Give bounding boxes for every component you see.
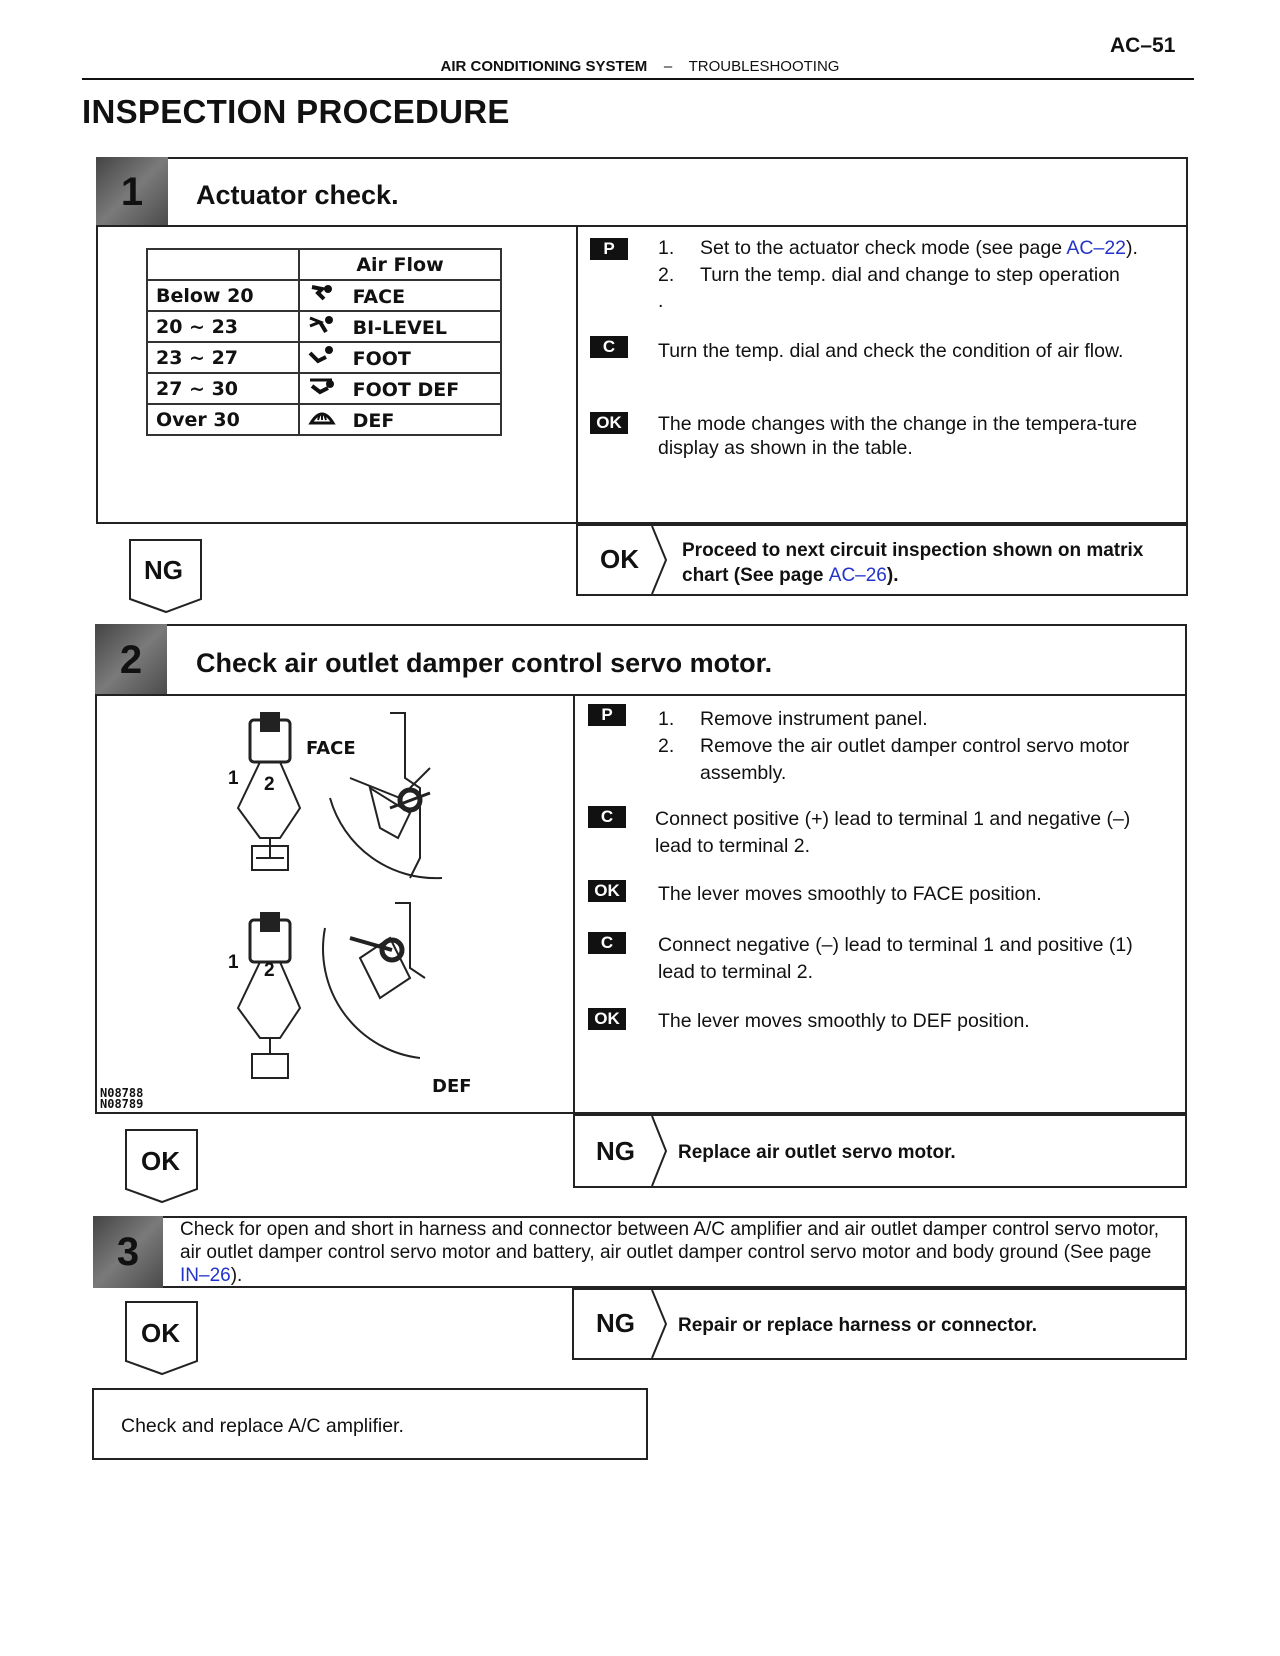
terminal-2-label: 2 [264,960,275,981]
foot-def-mode-icon [308,379,336,401]
ok-label: OK [141,1318,180,1348]
page-link[interactable]: AC–26 [828,565,887,586]
table-header-row [147,249,501,280]
table-row [147,404,501,435]
air-flow-mode: BI-LEVEL [352,317,447,339]
running-header [0,58,1280,75]
bi-level-mode-icon [308,317,336,339]
step2-title: Check air outlet damper control servo motor. [196,648,773,678]
air-flow-table [146,248,502,436]
page-title: INSPECTION PROCEDURE [82,93,510,130]
p-item-dot: . [658,290,664,312]
p-tag: P [590,238,628,260]
figure-code: N08788 [100,1086,144,1100]
terminal-1-label: 1 [228,952,239,973]
page-number: AC–51 [1110,34,1176,57]
step3-text [180,1218,1170,1287]
p-item-text: Remove the air outlet damper control servo motor assembly. [700,735,1130,784]
air-flow-mode: FACE [352,286,406,308]
ng-label: NG [596,1308,635,1338]
page-link[interactable]: AC–22 [1066,237,1127,259]
temp-range: 20 ~ 23 [147,311,299,342]
ok-text: The lever moves smoothly to DEF position. [658,1010,1030,1032]
ng-label: NG [144,555,183,585]
ng-result-text: Replace air outlet servo motor. [678,1142,956,1163]
foot-mode-icon [308,348,336,370]
final-text: Check and replace A/C amplifier. [121,1415,404,1437]
p-item-number: 1. [658,237,675,259]
table-row [147,342,501,373]
ok-label: OK [600,544,639,574]
p-item-number: 2. [658,264,675,286]
step3-number: 3 [93,1216,163,1288]
servo-motor-figure [220,708,480,1103]
p-item-text: Remove instrument panel. [700,708,928,730]
p-item-text-main: Set to the actuator check mode (see page [700,237,1067,259]
air-flow-header: Air Flow [299,249,501,280]
ok-tag: OK [588,1008,626,1030]
ok-arrow [650,526,670,599]
step3-text-main: Check for open and short in harness and connector between A/C amplifier and air outlet damper control servo motor, air outlet damper control servo motor and battery, air outlet damper control servo motor and body ground (See page [180,1219,1160,1263]
ok-text: The lever moves smoothly to FACE position. [658,883,1042,905]
c-text: Connect positive (+) lead to terminal 1 and negative (–) lead to terminal 2. [655,808,1131,857]
page-link[interactable]: IN–26 [180,1265,231,1286]
c-tag: C [588,932,626,954]
c-text: Connect negative (–) lead to terminal 1 and positive (1) lead to terminal 2. [658,934,1133,983]
p-item-number: 1. [658,708,675,730]
def-mode-icon [308,410,336,432]
header-rule [82,78,1194,80]
c-text: Turn the temp. dial and check the condition of air flow. [658,340,1124,362]
temp-range: Below 20 [147,280,299,311]
temp-range: Over 30 [147,404,299,435]
p-tag: P [588,704,626,726]
table-row [147,373,501,404]
p-item-text-end: ). [1126,237,1138,259]
section-name: AIR CONDITIONING SYSTEM [440,58,648,75]
face-mode-icon [308,286,336,308]
terminal-1-label: 1 [228,768,239,789]
ng-arrow [650,1290,670,1363]
subsection-name: TROUBLESHOOTING [688,58,840,75]
ok-tag: OK [590,412,628,434]
p-item-text: Turn the temp. dial and change to step operation [700,264,1120,286]
step2-number: 2 [95,624,167,696]
air-flow-mode: DEF [352,410,395,432]
table-row [147,280,501,311]
face-label: FACE [306,738,356,759]
air-flow-mode: FOOT [352,348,411,370]
servo-motor-diagram [220,708,480,1098]
p-item-number: 2. [658,735,675,757]
header-dash: – [663,58,673,75]
step1-title: Actuator check. [196,180,399,210]
terminal-2-label: 2 [264,774,275,795]
step3-text-end: ). [230,1265,243,1286]
ok-text: The mode changes with the change in the tempera-ture display as shown in the table. [658,413,1138,459]
ok-tag: OK [588,880,626,902]
table-row [147,311,501,342]
c-tag: C [588,806,626,828]
ok-result-text [682,538,1162,588]
c-tag: C [590,336,628,358]
ng-label: NG [596,1136,635,1166]
air-flow-mode: FOOT DEF [352,379,460,401]
ok-result-end: ). [886,565,899,586]
ng-result-text: Repair or replace harness or connector. [678,1315,1038,1336]
ng-arrow [650,1116,670,1191]
step1-number: 1 [96,157,168,227]
temp-range: 27 ~ 30 [147,373,299,404]
temp-range: 23 ~ 27 [147,342,299,373]
p-item-text [700,235,1138,262]
ok-label: OK [141,1146,180,1176]
def-label: DEF [432,1076,472,1097]
ok-result-main: Proceed to next circuit inspection shown on matrix chart (See page [682,540,1144,586]
figure-code: N08789 [100,1097,144,1111]
